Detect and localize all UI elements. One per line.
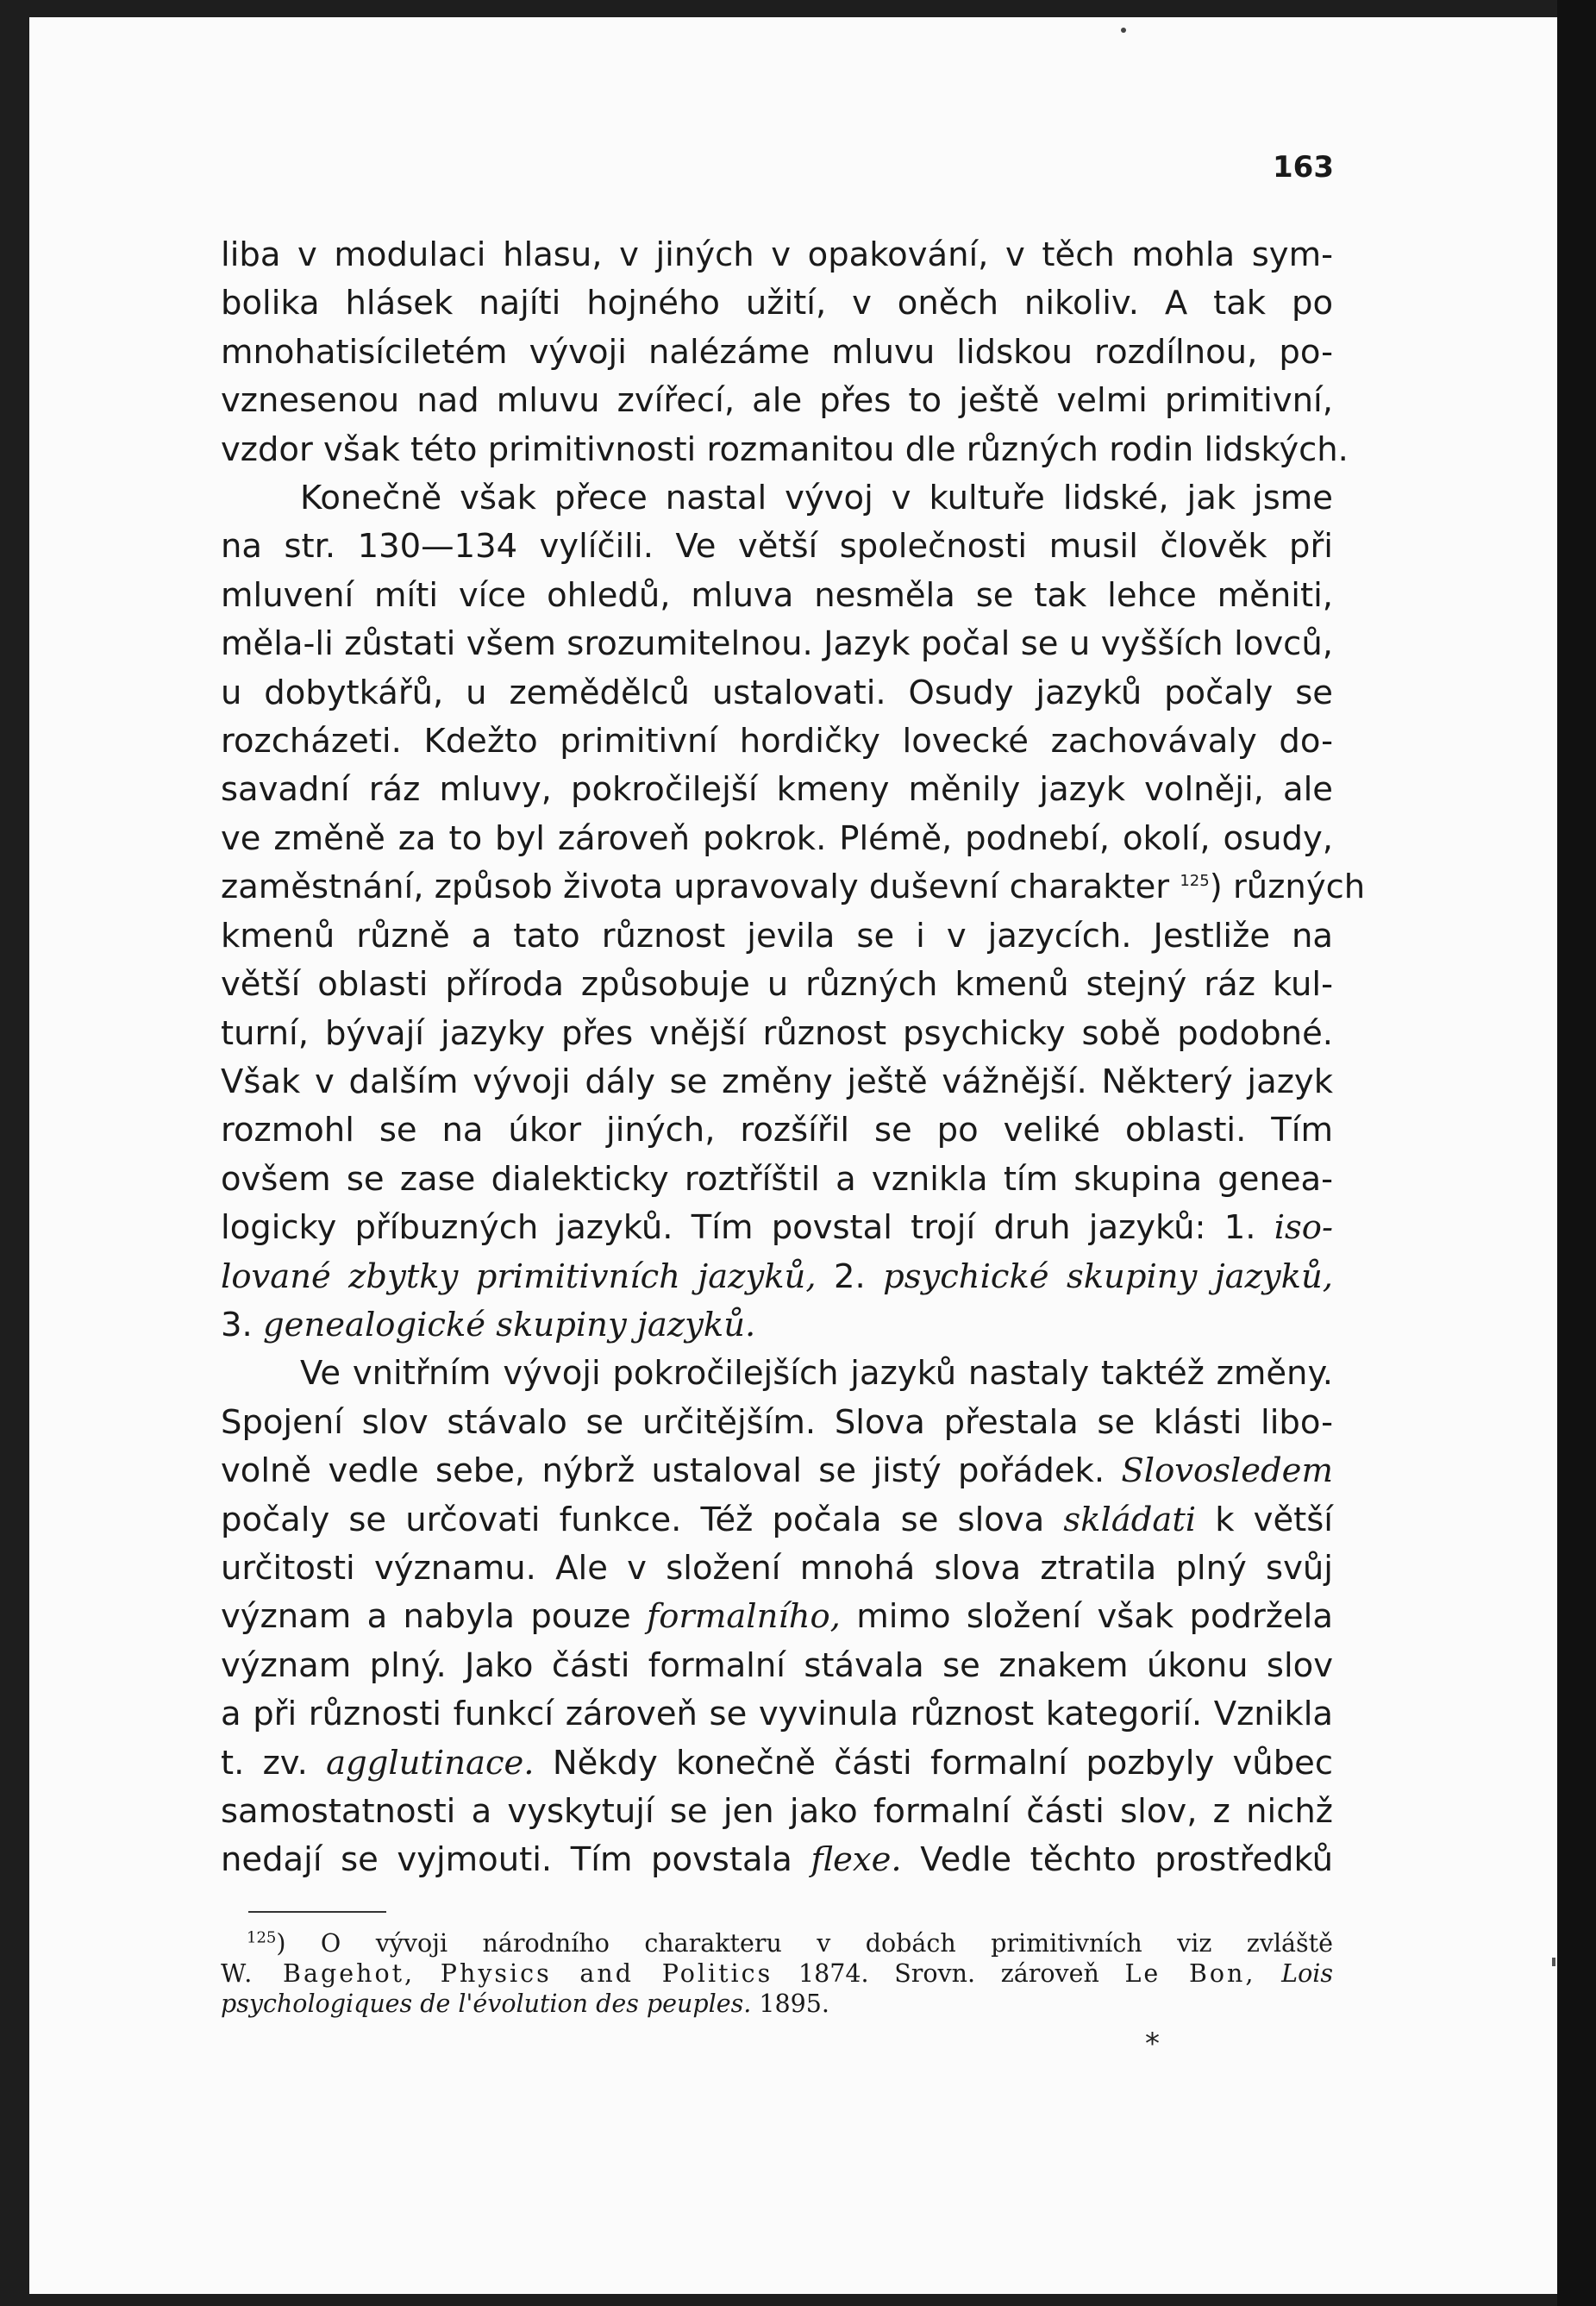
text-line bbox=[221, 1447, 1333, 1495]
text-line: význam plný. Jako části formalní stávala se znakem úkonu slov bbox=[221, 1645, 1333, 1685]
text-line bbox=[221, 863, 1366, 912]
text-line: bolika hlásek najíti hojného užití, v oněch nikoliv. A tak po bbox=[221, 284, 1333, 323]
emphasis-text: lované zbytky primitivních jazyků, bbox=[221, 1256, 817, 1296]
text-line: savadní ráz mluvy, pokročilejší kmeny měnily jazyk volněji, ale bbox=[221, 770, 1333, 810]
text-line: mnohatisíciletém vývoji nalézáme mluvu lidskou rozdílnou, po- bbox=[221, 332, 1333, 372]
text-line: Však v dalším vývoji dály se změny ještě vážnější. Některý jazyk bbox=[221, 1062, 1333, 1101]
text-line: vzdor však této primitivnosti rozmanitou dle různých rodin lidských. bbox=[221, 429, 1349, 469]
footnote-title: Lois bbox=[1281, 1959, 1333, 1988]
footnote-reference: 125 bbox=[1180, 872, 1210, 891]
emphasis-text: psychické skupiny jazyků, bbox=[883, 1256, 1333, 1296]
text-line bbox=[221, 1496, 1333, 1545]
footnote-number: 125 bbox=[247, 1928, 277, 1947]
footnote bbox=[221, 1928, 1333, 2019]
scan-mark bbox=[1552, 1958, 1555, 1966]
footnote-line bbox=[221, 1989, 1333, 2019]
text-line: kmenů různě a tato různost jevila se i v jazycích. Jestliže na bbox=[221, 916, 1333, 956]
footnote-author: Le Bon, bbox=[1124, 1959, 1256, 1988]
body-text bbox=[221, 231, 1366, 1885]
text-line: Konečně však přece nastal vývoj v kultuře lidské, jak jsme bbox=[300, 479, 1333, 518]
text-line: samostatnosti a vyskytují se jen jako formalní části slov, z nichž bbox=[221, 1792, 1333, 1831]
text-line: určitosti významu. Ale v složení mnohá slova ztratila plný svůj bbox=[221, 1548, 1333, 1588]
emphasis-text: genealogické skupiny jazyků. bbox=[262, 1305, 756, 1344]
footnote-text: ) O vývoji národního charakteru v dobách primitivních viz zvláště bbox=[276, 1929, 1333, 1958]
footnote-title: Physics and Politics bbox=[440, 1959, 773, 1988]
footnote-line bbox=[221, 1958, 1333, 1989]
emphasis-text: agglutinace. bbox=[326, 1743, 535, 1783]
scan-speck bbox=[1121, 28, 1126, 33]
text-line: turní, bývají jazyky přes vnější různost psychicky sobě podobné. bbox=[221, 1013, 1333, 1053]
text-segment: logicky příbuzných jazyků. Tím povstal trojí druh jazyků: 1. bbox=[221, 1208, 1256, 1248]
text-segment: počaly se určovati funkce. Též počala se slova bbox=[221, 1500, 1045, 1539]
footnote-line bbox=[221, 1928, 1333, 1958]
text-line: liba v modulaci hlasu, v jiných v opakování, v těch mohla sym- bbox=[221, 235, 1333, 274]
emphasis-text: flexe. bbox=[811, 1840, 902, 1880]
text-segment: význam a nabyla pouze bbox=[221, 1597, 631, 1637]
text-line: rozcházeti. Kdežto primitivní hordičky lovecké zachovávaly do- bbox=[221, 722, 1333, 761]
footnote-text: 1895. bbox=[759, 1990, 829, 2018]
text-segment: Někdy konečně části formalní pozbyly vůbec bbox=[552, 1743, 1333, 1783]
text-segment: 2. bbox=[833, 1256, 866, 1296]
text-line bbox=[221, 1301, 1333, 1350]
text-line: ve změně za to byl zároveň pokrok. Plémě, podnebí, okolí, osudy, bbox=[221, 818, 1333, 858]
text-segment: mimo složení však podržela bbox=[856, 1597, 1333, 1637]
text-segment: volně vedle sebe, nýbrž ustaloval se jistý pořádek. bbox=[221, 1451, 1105, 1491]
text-segment: k větší bbox=[1215, 1500, 1334, 1539]
footnote-divider bbox=[248, 1911, 386, 1913]
text-line: vznesenou nad mluvu zvířecí, ale přes to ještě velmi primitivní, bbox=[221, 381, 1333, 421]
text-line bbox=[221, 1836, 1333, 1884]
emphasis-text: formalního, bbox=[646, 1597, 841, 1637]
text-line bbox=[221, 1253, 1333, 1301]
text-segment: t. zv. bbox=[221, 1743, 308, 1783]
emphasis-text: skládati bbox=[1063, 1500, 1197, 1539]
text-segment: nedají se vyjmouti. Tím povstala bbox=[221, 1840, 792, 1880]
text-segment: zaměstnání, způsob života upravovaly duševní charakter bbox=[221, 868, 1170, 907]
text-segment: Vedle těchto prostředků bbox=[920, 1840, 1333, 1880]
text-line: mluvení míti více ohledů, mluva nesměla se tak lehce měniti, bbox=[221, 575, 1333, 615]
text-segment: 3. bbox=[221, 1305, 253, 1344]
text-line bbox=[221, 1739, 1333, 1788]
text-line: větší oblasti příroda způsobuje u různých kmenů stejný ráz kul- bbox=[221, 965, 1333, 1005]
text-line: Ve vnitřním vývoji pokročilejších jazyků nastaly taktéž změny. bbox=[300, 1354, 1333, 1394]
footnote-text: 1874. Srovn. zároveň bbox=[798, 1959, 1099, 1988]
text-line: měla-li zůstati všem srozumitelnou. Jazyk počal se u vyšších lovců, bbox=[221, 624, 1333, 664]
scan-edge bbox=[1557, 0, 1596, 2306]
asterisk-mark: * bbox=[1145, 2027, 1160, 2061]
text-line: a při různosti funkcí zároveň se vyvinula různost kategorií. Vznikla bbox=[221, 1695, 1333, 1734]
text-line: u dobytkářů, u zemědělců ustalovati. Osudy jazyků počaly se bbox=[221, 673, 1333, 712]
emphasis-text: iso- bbox=[1274, 1208, 1333, 1248]
text-segment: ) různých bbox=[1209, 868, 1366, 907]
text-line: Spojení slov stávalo se určitějším. Slova přestala se klásti libo- bbox=[221, 1402, 1333, 1442]
emphasis-text: Slovosledem bbox=[1121, 1451, 1333, 1491]
footnote-author: W. Bagehot, bbox=[221, 1959, 416, 1988]
footnote-title: psychologiques de l'évolution des peuples. bbox=[221, 1990, 752, 2018]
text-line bbox=[221, 1204, 1333, 1252]
text-line: ovšem se zase dialekticky roztříštil a vznikla tím skupina genea- bbox=[221, 1159, 1333, 1199]
text-line: na str. 130—134 vylíčili. Ve větší společnosti musil člověk při bbox=[221, 527, 1333, 567]
text-line bbox=[221, 1593, 1333, 1641]
page-number: 163 bbox=[1273, 150, 1334, 185]
text-line: rozmohl se na úkor jiných, rozšířil se po veliké oblasti. Tím bbox=[221, 1111, 1333, 1150]
